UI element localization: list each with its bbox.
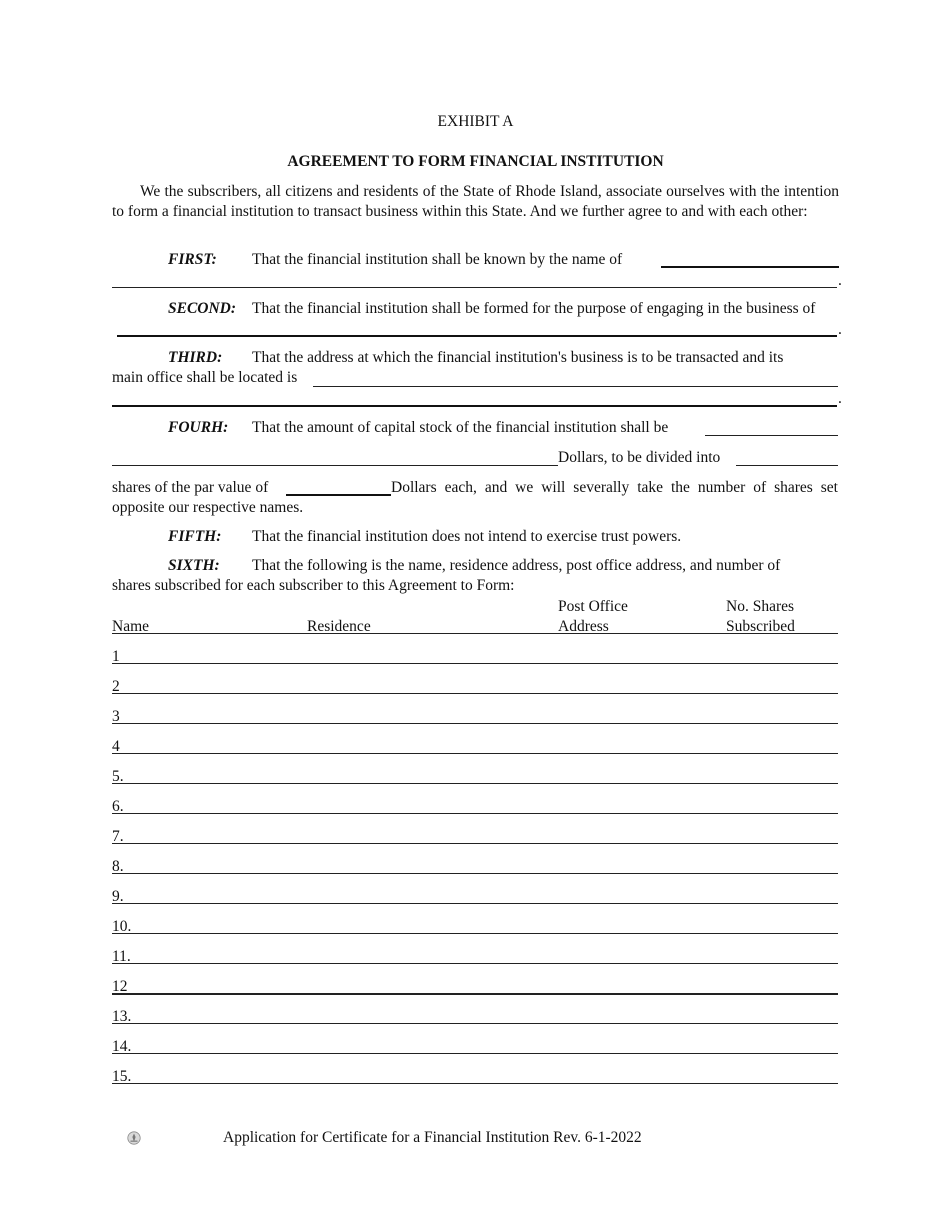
third-label: THIRD:: [168, 349, 223, 366]
col-residence-header: Residence: [307, 618, 371, 635]
subscriber-row-field[interactable]: [112, 723, 838, 724]
subscriber-row-field[interactable]: [112, 843, 838, 844]
business-purpose-field[interactable]: [117, 335, 837, 337]
subscriber-row-number: 8.: [112, 858, 124, 875]
fifth-text: That the financial institution does not intend to exercise trust powers.: [252, 528, 682, 545]
sixth-text-line2: shares subscribed for each subscriber to this Agreement to Form:: [112, 577, 515, 594]
first-clause: [168, 251, 622, 269]
fourth-clause: [168, 419, 668, 437]
second-clause: [168, 300, 815, 318]
institution-name-field[interactable]: [661, 266, 839, 268]
subscriber-row-field[interactable]: [112, 873, 838, 874]
subscriber-row-number: 14.: [112, 1038, 132, 1055]
par-value-field[interactable]: [286, 494, 391, 496]
table-header-underline: [112, 633, 838, 634]
page-title: AGREEMENT TO FORM FINANCIAL INSTITUTION: [287, 153, 664, 170]
col-shares-line1: No. Shares: [726, 598, 795, 615]
third-text-line2: main office shall be located is: [112, 369, 298, 386]
fourth-text-line3b: Dollars each, and we will severally take the number of shares set: [391, 479, 838, 496]
subscriber-row-number: 2: [112, 678, 120, 695]
number-of-shares-field[interactable]: [736, 465, 838, 466]
fifth-label: FIFTH:: [168, 528, 222, 545]
first-text: That the financial institution shall be known by the name of: [252, 251, 623, 268]
subscriber-row-field[interactable]: [112, 963, 838, 964]
subscriber-row-number: 10.: [112, 918, 132, 935]
subscriber-row-field[interactable]: [112, 753, 838, 754]
fourth-text-line4: opposite our respective names.: [112, 499, 304, 516]
subscriber-row-field[interactable]: [112, 693, 838, 694]
col-name-header: Name: [112, 618, 150, 635]
main-office-address-field-continued[interactable]: [112, 405, 837, 407]
fifth-clause: [168, 528, 681, 546]
sixth-clause: [168, 557, 780, 575]
sixth-text: That the following is the name, residence address, post office address, and number of: [252, 557, 781, 574]
footer-revision: Application for Certificate for a Financial Institution Rev. 6-1-2022: [223, 1129, 642, 1146]
capital-stock-amount-field-continued[interactable]: [112, 465, 558, 466]
second-period: .: [838, 321, 842, 338]
subscriber-row-number: 11.: [112, 948, 131, 965]
subscriber-row-number: 4: [112, 738, 120, 755]
subscriber-row-field[interactable]: [112, 1053, 838, 1054]
subscriber-row-number: 15.: [112, 1068, 132, 1085]
col-shares-line2: Subscribed: [726, 618, 795, 635]
subscriber-row-number: 6.: [112, 798, 124, 815]
subscriber-row-number: 5.: [112, 768, 124, 785]
first-period: .: [838, 272, 842, 289]
subscriber-row-field[interactable]: [112, 993, 838, 995]
fourth-text-line3a: shares of the par value of: [112, 479, 269, 496]
first-label: FIRST:: [168, 251, 217, 268]
institution-name-field-continued[interactable]: [112, 287, 837, 288]
subscriber-row-number: 12: [112, 978, 128, 995]
second-text: That the financial institution shall be formed for the purpose of engaging in the business of: [252, 300, 816, 317]
third-period: .: [838, 390, 842, 407]
second-label: SECOND:: [168, 300, 237, 317]
intro-paragraph: We the subscribers, all citizens and residents of the State of Rhode Island, associate ourselves with the intention to form a financial institution to transact business within this State. And we further agree to and with each other:: [112, 183, 839, 220]
subscriber-row-field[interactable]: [112, 1083, 838, 1084]
capital-stock-amount-field[interactable]: [705, 435, 838, 436]
subscriber-row-field[interactable]: [112, 813, 838, 814]
fourth-label: FOURH:: [168, 419, 229, 436]
third-clause: [168, 349, 783, 367]
exhibit-heading: EXHIBIT A: [437, 113, 514, 130]
subscriber-row-number: 7.: [112, 828, 124, 845]
third-text: That the address at which the financial institution's business is to be transacted and its: [252, 349, 784, 366]
subscriber-row-number: 1: [112, 648, 120, 665]
subscriber-row-field[interactable]: [112, 663, 838, 664]
state-seal-icon: [127, 1131, 141, 1145]
sixth-label: SIXTH:: [168, 557, 220, 574]
subscriber-row-field[interactable]: [112, 783, 838, 784]
subscriber-row-number: 9.: [112, 888, 124, 905]
subscriber-row-field[interactable]: [112, 903, 838, 904]
fourth-text: That the amount of capital stock of the financial institution shall be: [252, 419, 669, 436]
fourth-text-line2: Dollars, to be divided into: [558, 449, 721, 466]
col-post-office-line2: Address: [558, 618, 609, 635]
col-post-office-line1: Post Office: [558, 598, 628, 615]
subscriber-row-field[interactable]: [112, 933, 838, 934]
subscriber-row-field[interactable]: [112, 1023, 838, 1024]
subscriber-row-number: 3: [112, 708, 120, 725]
main-office-address-field[interactable]: [313, 386, 838, 387]
subscriber-row-number: 13.: [112, 1008, 132, 1025]
